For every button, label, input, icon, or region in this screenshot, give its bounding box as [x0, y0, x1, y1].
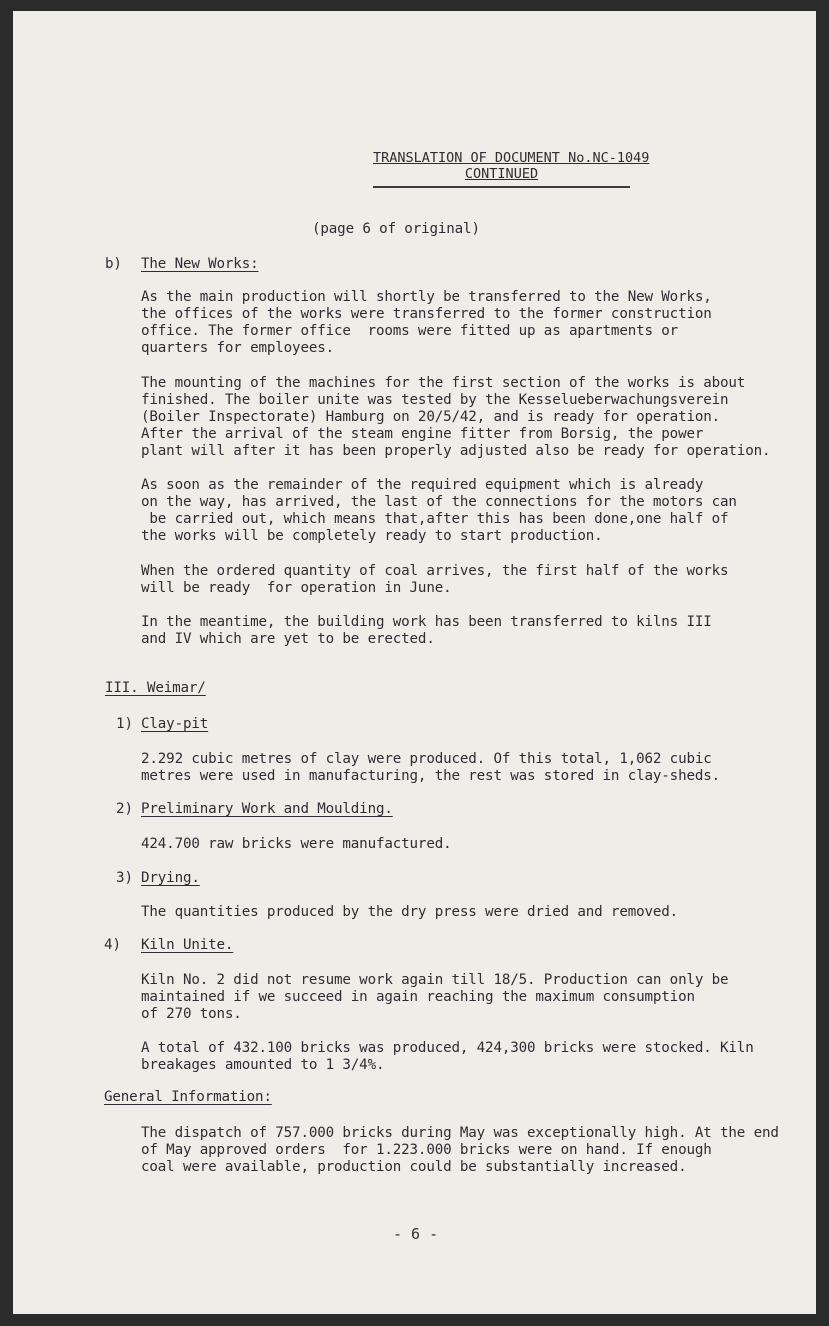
item-number: 2) [116, 801, 134, 817]
text-line: breakages amounted to 1 3/4%. [141, 1057, 385, 1073]
text-line: the works will be completely ready to start production. [141, 528, 603, 544]
section-b-marker: b) [105, 256, 122, 272]
text-line: finished. The boiler unite was tested by the Kesselueberwachungsverein [141, 392, 729, 408]
section-iii-heading: III. Weimar/ [105, 680, 206, 696]
text-line: office. The former office rooms were fitted up as apartments or [141, 323, 679, 339]
item-title: Drying. [141, 870, 200, 886]
text-line: plant will after it has been properly adjusted also be ready for operation. [141, 443, 771, 459]
text-line: coal were available, production could be substantially increased. [141, 1159, 687, 1175]
text-line: will be ready for operation in June. [141, 580, 452, 596]
general-information-heading: General Information: [104, 1089, 272, 1105]
item-title: Kiln Unite. [141, 937, 234, 953]
document-subtitle: CONTINUED [464, 166, 539, 182]
document-title: TRANSLATION OF DOCUMENT No.NC-1049 [373, 150, 650, 166]
text-line: (Boiler Inspectorate) Hamburg on 20/5/42, and is ready for operation. [141, 409, 721, 425]
item-title: Clay-pit [141, 716, 209, 732]
text-line: The mounting of the machines for the first section of the works is about [141, 375, 746, 391]
item-number: 4) [104, 937, 122, 953]
page-number: - 6 - [393, 1225, 439, 1243]
text-line: In the meantime, the building work has been transferred to kilns III [141, 614, 712, 630]
text-line: 2.292 cubic metres of clay were produced. Of this total, 1,062 cubic [141, 751, 712, 767]
text-line: After the arrival of the steam engine fitter from Borsig, the power [141, 426, 704, 442]
text-line: of May approved orders for 1.223.000 bricks were on hand. If enough [141, 1142, 712, 1158]
text-line: Kiln No. 2 did not resume work again till 18/5. Production can only be [141, 972, 729, 988]
text-line: quarters for employees. [141, 340, 335, 356]
item-number: 3) [116, 870, 134, 886]
section-b-heading: The New Works: [141, 256, 259, 272]
text-line: 424.700 raw bricks were manufactured. [141, 836, 452, 852]
text-line: on the way, has arrived, the last of the connections for the motors can [141, 494, 737, 510]
text-line: The quantities produced by the dry press were dried and removed. [141, 904, 679, 920]
text-line: maintained if we succeed in again reaching the maximum consumption [141, 989, 695, 1005]
text-line: be carried out, which means that,after this has been done,one half of [141, 511, 729, 527]
text-line: of 270 tons. [141, 1006, 242, 1022]
item-title: Preliminary Work and Moulding. [141, 801, 393, 817]
page-of-original: (page 6 of original) [312, 221, 480, 237]
text-line: The dispatch of 757.000 bricks during May was exceptionally high. At the end [141, 1125, 779, 1141]
text-line: When the ordered quantity of coal arrives, the first half of the works [141, 563, 729, 579]
header-rule [373, 186, 630, 188]
item-number: 1) [116, 716, 134, 732]
text-line: and IV which are yet to be erected. [141, 631, 435, 647]
text-line: A total of 432.100 bricks was produced, 424,300 bricks were stocked. Kiln [141, 1040, 754, 1056]
text-line: As soon as the remainder of the required equipment which is already [141, 477, 704, 493]
text-line: the offices of the works were transferred to the former construction [141, 306, 712, 322]
text-line: As the main production will shortly be transferred to the New Works, [141, 289, 712, 305]
document-header [373, 150, 650, 182]
text-line: metres were used in manufacturing, the rest was stored in clay-sheds. [141, 768, 721, 784]
